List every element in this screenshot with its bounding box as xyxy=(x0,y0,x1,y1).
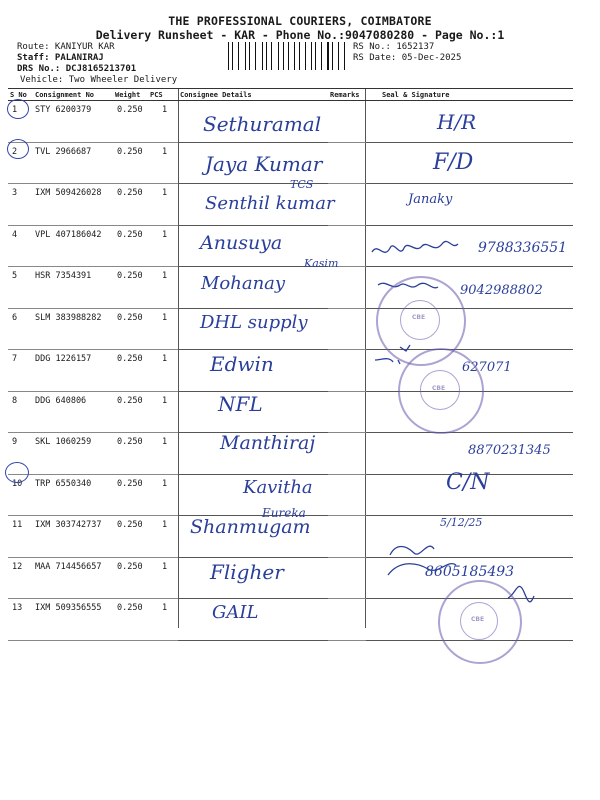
barcode xyxy=(228,42,348,70)
rs-number: RS No.: 1652137 xyxy=(353,42,435,52)
cell-pcs: 1 xyxy=(148,267,178,309)
cell-sno: 3 xyxy=(8,184,33,226)
handwritten-signature: C/N xyxy=(446,470,490,495)
cell-remarks xyxy=(328,474,366,516)
handwritten-note: Kasim xyxy=(304,257,339,270)
cell-weight: 0.250 xyxy=(113,267,148,309)
cell-pcs: 1 xyxy=(148,391,178,433)
handwritten-consignee: Senthil kumar xyxy=(205,193,335,214)
cell-seal xyxy=(366,184,573,226)
document-title: THE PROFESSIONAL COURIERS, COIMBATORE xyxy=(168,14,432,28)
cell-consignment: STY 6200379 xyxy=(33,101,113,143)
handwritten-signature: 627071 xyxy=(462,360,512,375)
header-pcs: PCS xyxy=(148,89,178,101)
rs-date: RS Date: 05-Dec-2025 xyxy=(353,53,462,63)
circle-mark xyxy=(7,99,29,119)
handwritten-consignee: NFL xyxy=(218,392,263,416)
cell-consignment: TRP 6550340 xyxy=(33,474,113,516)
handwritten-signature: 8870231345 xyxy=(468,443,551,458)
cell-consignment: VPL 407186042 xyxy=(33,225,113,267)
header-consignment: Consignment No xyxy=(33,89,113,101)
cell-consignment: HSR 7354391 xyxy=(33,267,113,309)
circle-mark xyxy=(5,462,29,483)
handwritten-signature: 9788336551 xyxy=(478,240,568,256)
cell-remarks xyxy=(328,101,366,143)
handwritten-consignee: DHL supply xyxy=(200,312,308,333)
cell-sno: 11 xyxy=(8,516,33,558)
cell-sno: 4 xyxy=(8,225,33,267)
cell-pcs: 1 xyxy=(148,557,178,599)
handwritten-note: TCS xyxy=(290,178,314,191)
cell-sno: 6 xyxy=(8,308,33,350)
table-header-row xyxy=(8,89,573,101)
cell-pcs: 1 xyxy=(148,142,178,184)
cell-consignment: DDG 1226157 xyxy=(33,350,113,392)
cell-pcs: 1 xyxy=(148,350,178,392)
cell-sno: 5 xyxy=(8,267,33,309)
cell-remarks xyxy=(328,267,366,309)
cell-sno: 7 xyxy=(8,350,33,392)
cell-remarks xyxy=(328,350,366,392)
cell-pcs: 1 xyxy=(148,184,178,226)
handwritten-signature: F/D xyxy=(433,150,474,175)
cell-consignment: SKL 1060259 xyxy=(33,433,113,475)
cell-consignment: DDG 640806 xyxy=(33,391,113,433)
cell-weight: 0.250 xyxy=(113,433,148,475)
company-stamp: CBE xyxy=(376,276,466,366)
cell-sno: 2 xyxy=(8,142,33,184)
cell-sno: 9 xyxy=(8,433,33,475)
handwritten-consignee: Edwin xyxy=(210,352,274,376)
cell-weight: 0.250 xyxy=(113,350,148,392)
handwritten-signature: H/R xyxy=(437,110,477,134)
cell-remarks xyxy=(328,391,366,433)
cell-sno: 13 xyxy=(8,599,33,641)
cell-pcs: 1 xyxy=(148,474,178,516)
cell-weight: 0.250 xyxy=(113,516,148,558)
company-stamp: CBE xyxy=(398,348,484,434)
cell-pcs: 1 xyxy=(148,225,178,267)
header-sno: S No xyxy=(8,89,33,101)
handwritten-signature: 5/12/25 xyxy=(440,516,483,529)
handwritten-consignee: Jaya Kumar xyxy=(205,152,323,176)
cell-weight: 0.250 xyxy=(113,184,148,226)
cell-sno: 1 xyxy=(8,101,33,143)
cell-remarks xyxy=(328,142,366,184)
vehicle-label: Vehicle: Two Wheeler Delivery xyxy=(20,75,178,85)
cell-consignment: MAA 714456657 xyxy=(33,557,113,599)
document-subtitle: Delivery Runsheet - KAR - Phone No.:9047080280 - Page No.:1 xyxy=(95,28,505,42)
cell-consignment: IXM 509426028 xyxy=(33,184,113,226)
handwritten-consignee: Kavitha xyxy=(243,477,313,498)
handwritten-consignee: Sethuramal xyxy=(203,112,322,136)
cell-sno: 12 xyxy=(8,557,33,599)
cell-sno: 10 xyxy=(8,474,33,516)
handwritten-consignee: Anusuya xyxy=(200,232,283,254)
cell-remarks xyxy=(328,557,366,599)
cell-remarks xyxy=(328,308,366,350)
cell-weight: 0.250 xyxy=(113,391,148,433)
cell-remarks xyxy=(328,516,366,558)
handwritten-signature: Janaky xyxy=(408,192,453,207)
handwritten-consignee: GAIL xyxy=(212,602,259,623)
cell-consignment: IXM 509356555 xyxy=(33,599,113,641)
staff-label: Staff: PALANIRAJ xyxy=(17,53,104,63)
cell-sno: 8 xyxy=(8,391,33,433)
cell-weight: 0.250 xyxy=(113,225,148,267)
handwritten-consignee: Manthiraj xyxy=(220,432,316,454)
cell-pcs: 1 xyxy=(148,599,178,641)
cell-weight: 0.250 xyxy=(113,557,148,599)
handwritten-note: Eureka xyxy=(262,506,306,520)
cell-pcs: 1 xyxy=(148,308,178,350)
cell-consignment: SLM 383988282 xyxy=(33,308,113,350)
cell-weight: 0.250 xyxy=(113,474,148,516)
cell-pcs: 1 xyxy=(148,516,178,558)
cell-weight: 0.250 xyxy=(113,101,148,143)
cell-weight: 0.250 xyxy=(113,599,148,641)
handwritten-consignee: Shanmugam xyxy=(190,516,311,538)
handwritten-consignee: Mohanay xyxy=(201,273,286,294)
cell-consignment: IXM 303742737 xyxy=(33,516,113,558)
header-seal: Seal & Signature xyxy=(366,89,573,101)
drs-label: DRS No.: DCJ8165213701 xyxy=(17,64,137,74)
handwritten-signature: 8605185493 xyxy=(425,564,515,580)
cell-weight: 0.250 xyxy=(113,142,148,184)
cell-pcs: 1 xyxy=(148,101,178,143)
company-stamp: CBE xyxy=(438,580,522,664)
handwritten-signature: 9042988802 xyxy=(460,283,543,298)
cell-consignment: TVL 2966687 xyxy=(33,142,113,184)
cell-pcs: 1 xyxy=(148,433,178,475)
header-consignee: Consignee Details xyxy=(178,89,328,101)
circle-mark xyxy=(7,139,29,159)
header-weight: Weight xyxy=(113,89,148,101)
handwritten-consignee: Fligher xyxy=(210,560,284,584)
cell-remarks xyxy=(328,433,366,475)
header-remarks: Remarks xyxy=(328,89,366,101)
route-label: Route: KANIYUR KAR xyxy=(17,42,115,52)
cell-remarks xyxy=(328,599,366,641)
cell-weight: 0.250 xyxy=(113,308,148,350)
